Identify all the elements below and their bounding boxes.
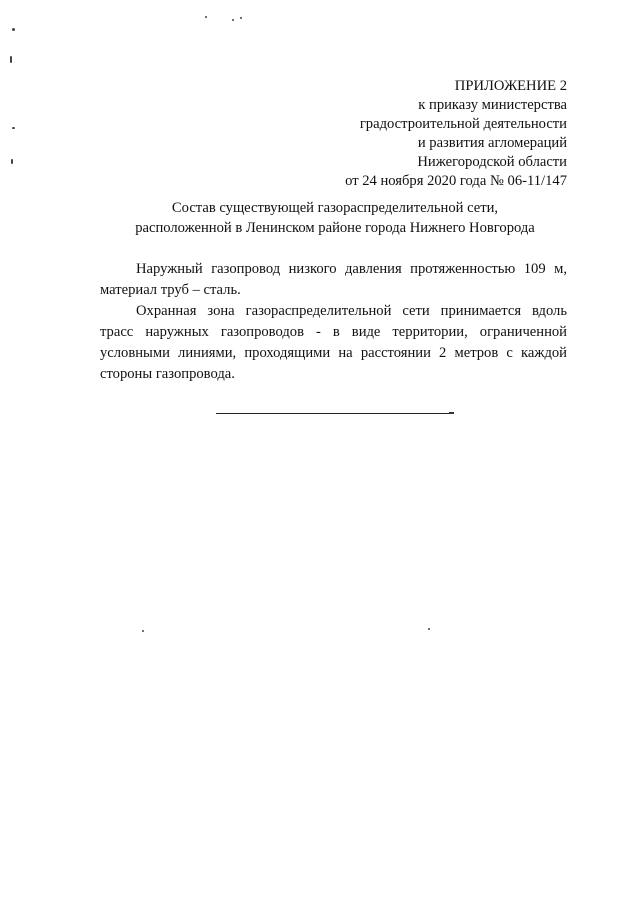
appendix-line: Нижегородской области: [417, 154, 567, 170]
document-body: [100, 259, 567, 385]
closing-rule: [216, 413, 452, 414]
body-paragraph: Охранная зона газораспределительной сети принимается вдоль трасс наружных газопроводов - в виде территории, ограниченной условными линиями, проходящими на расстоянии 2 метров с каждой стороны газопровода.: [100, 303, 567, 382]
scan-speck: [12, 28, 15, 31]
document-title: [100, 198, 570, 238]
closing-rule-tick: [449, 412, 454, 414]
scan-speck: [11, 159, 13, 164]
appendix-line: градостроительной деятельности: [359, 116, 567, 132]
appendix-line: и развития агломераций: [417, 135, 567, 151]
appendix-heading: ПРИЛОЖЕНИЕ 2: [454, 78, 567, 94]
appendix-order-date: от 24 ноября 2020 года № 06-11/147: [345, 173, 567, 189]
scan-speck: [428, 628, 430, 630]
scan-speck: [240, 17, 242, 19]
title-line: расположенной в Ленинском районе города Нижнего Новгорода: [135, 220, 535, 236]
appendix-line: к приказу министерства: [418, 97, 567, 113]
appendix-block: [345, 77, 567, 191]
scan-speck: [205, 16, 207, 18]
scan-speck: [142, 630, 144, 632]
body-paragraph: Наружный газопровод низкого давления протяженностью 109 м, материал труб – сталь.: [100, 261, 567, 298]
scan-speck: [12, 127, 15, 129]
title-line: Состав существующей газораспределительной сети,: [171, 200, 499, 216]
scan-speck: [232, 19, 234, 21]
scan-speck: [10, 56, 12, 63]
